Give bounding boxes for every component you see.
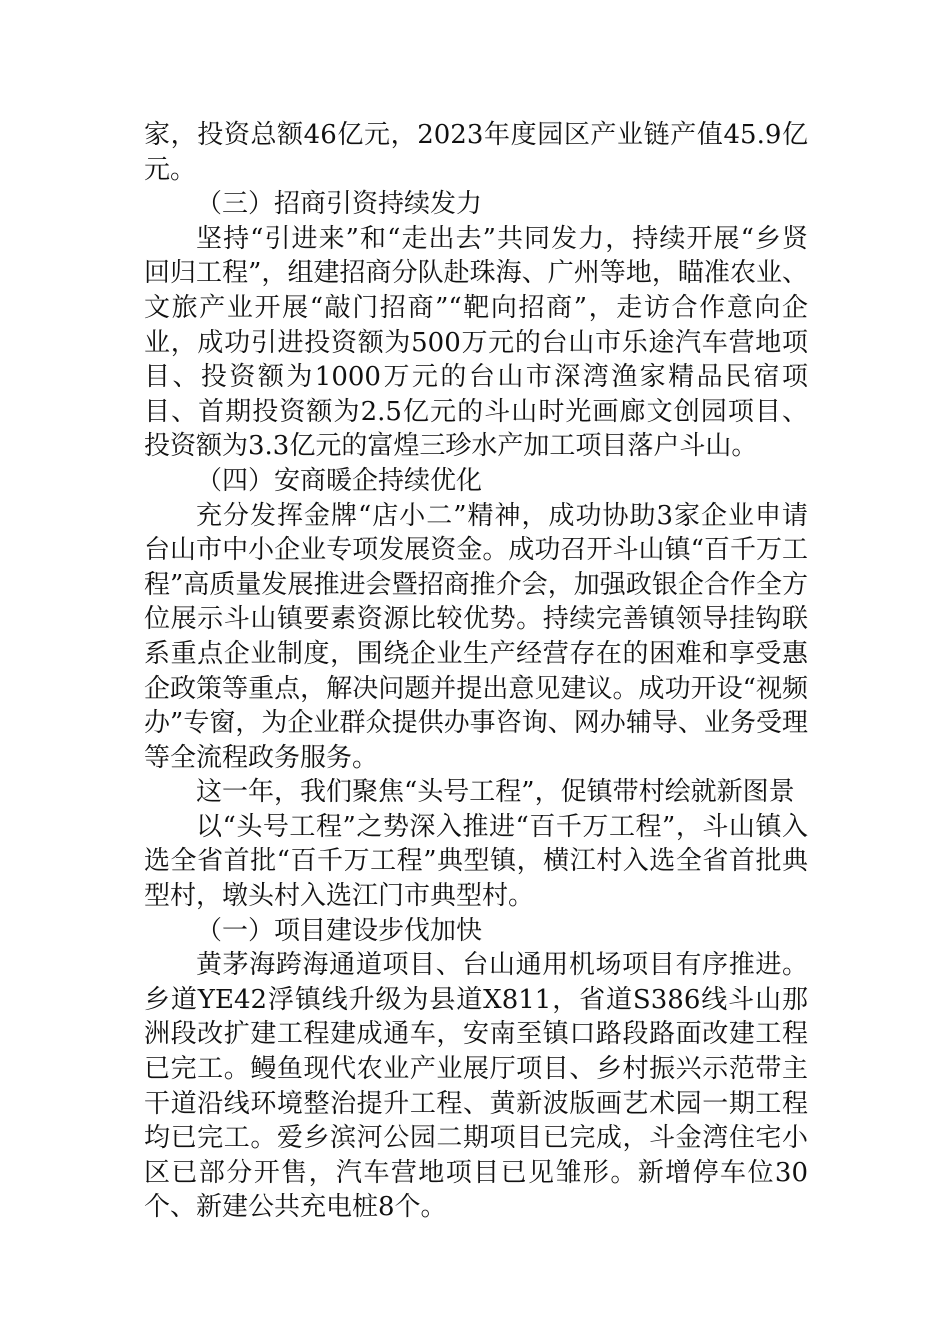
- paragraph-investment-attraction: 坚持“引进来”和“走出去”共同发力，持续开展“乡贤回归工程”，组建招商分队赴珠海、广州等地，瞄准农业、文旅产业开展“敲门招商”“靶向招商”，走访合作意向企业，成功引进投资额为500万元的台山市乐途汽车营地项目、投资额为1000万元的台山市深湾渔家精品民宿项目、首期投资额为2.5亿元的斗山时光画廊文创园项目、投资额为3.3亿元的富煌三珍水产加工项目落户斗山。: [144, 223, 808, 462]
- section-heading-business-service: （四）安商暖企持续优化: [196, 465, 483, 496]
- paragraph-business-service: 充分发挥金牌“店小二”精神，成功协助3家企业申请台山市中小企业专项发展资金。成功召开斗山镇“百千万工程”高质量发展推进会暨招商推介会，加强政银企合作全方位展示斗山镇要素资源比较优势。持续完善镇领导挂钩联系重点企业制度，围绕企业生产经营存在的困难和享受惠企政策等重点，解决问题并提出意见建议。成功开设“视频办”专窗，为企业群众提供办事咨询、网办辅导、业务受理等全流程政务服务。: [144, 500, 808, 773]
- section-heading-investment-attraction: （三）招商引资持续发力: [196, 189, 483, 220]
- document-body: [144, 118, 808, 1225]
- paragraph-continuation: 家，投资总额46亿元，2023年度园区产业链产值45.9亿元。: [144, 120, 808, 185]
- paragraph-key-project-intro: 这一年，我们聚焦“头号工程”，促镇带村绘就新图景: [196, 777, 795, 808]
- paragraph-project-construction: 黄茅海跨海通道项目、台山通用机场项目有序推进。乡道YE42浮镇线升级为县道X811，省道S386线斗山那洲段改扩建工程建成通车，安南至镇口路段路面改建工程已完工。鳗鱼现代农业产业展厅项目、乡村振兴示范带主干道沿线环境整治提升工程、黄新波版画艺术园一期工程均已完工。爱乡滨河公园二期项目已完成，斗金湾住宅小区已部分开售，汽车营地项目已见雏形。新增停车位30个、新建公共充电桩8个。: [144, 950, 808, 1223]
- paragraph-key-project-summary: 以“头号工程”之势深入推进“百千万工程”，斗山镇入选全省首批“百千万工程”典型镇，横江村入选全省首批典型村，墩头村入选江门市典型村。: [144, 811, 808, 912]
- section-heading-project-construction: （一）项目建设步伐加快: [196, 915, 483, 946]
